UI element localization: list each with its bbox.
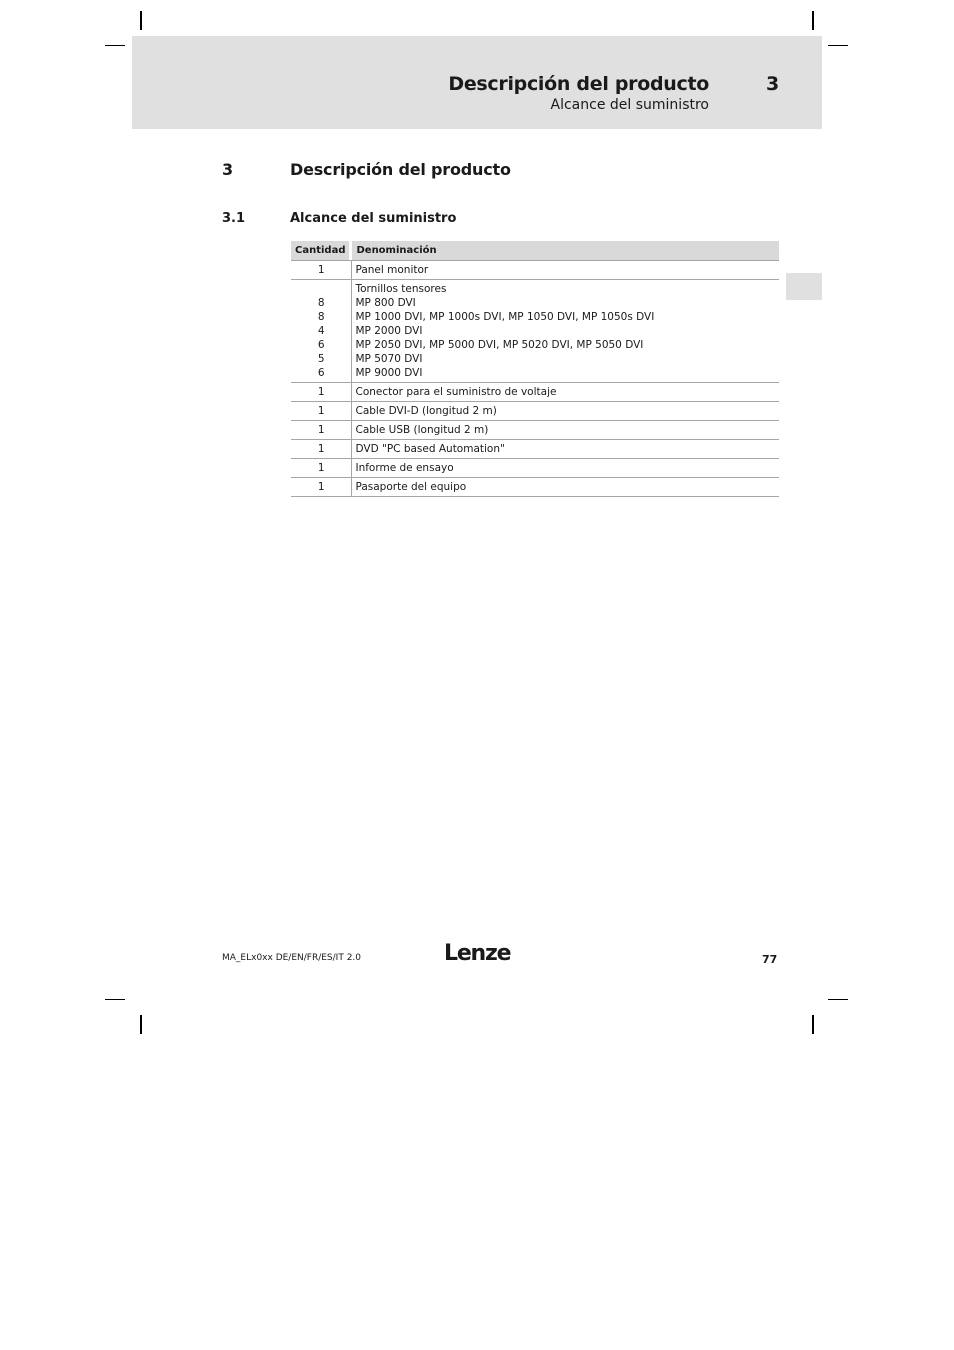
quantity-cell: 1 bbox=[291, 421, 352, 440]
quantity-cell: 1 bbox=[291, 402, 352, 421]
quantity-cell: 1 bbox=[291, 459, 352, 478]
quantity-line: 6 bbox=[317, 367, 325, 379]
table-row bbox=[291, 260, 779, 280]
column-header-quantity: Cantidad bbox=[291, 241, 352, 260]
footer-page-number: 77 bbox=[762, 953, 778, 966]
quantity-line bbox=[294, 282, 348, 296]
designation-line: MP 1000 DVI, MP 1000s DVI, MP 1050 DVI, MP 1050s DVI bbox=[355, 311, 655, 323]
designation-line: MP 2050 DVI, MP 5000 DVI, MP 5020 DVI, MP 5050 DVI bbox=[355, 339, 644, 351]
table-row bbox=[291, 459, 779, 478]
crop-mark bbox=[812, 1015, 814, 1034]
quantity-line: 5 bbox=[317, 353, 325, 365]
designation-line: MP 800 DVI bbox=[355, 297, 416, 309]
crop-mark bbox=[812, 11, 814, 30]
quantity-cell: 1 bbox=[291, 440, 352, 459]
designation-line: Tornillos tensores bbox=[355, 283, 447, 295]
table-row bbox=[291, 383, 779, 402]
crop-mark bbox=[140, 11, 142, 30]
designation-cell bbox=[352, 280, 779, 383]
table-row bbox=[291, 421, 779, 440]
table-header-row bbox=[291, 241, 779, 260]
table-row bbox=[291, 402, 779, 421]
designation-cell: Pasaporte del equipo bbox=[352, 478, 779, 497]
crop-mark bbox=[105, 999, 125, 1000]
table-row bbox=[291, 280, 779, 383]
quantity-line: 8 bbox=[317, 311, 325, 323]
designation-cell: Cable USB (longitud 2 m) bbox=[352, 421, 779, 440]
quantity-cell: 1 bbox=[291, 478, 352, 497]
crop-mark bbox=[828, 999, 848, 1000]
page-header-chapter-number: 3 bbox=[766, 73, 780, 95]
quantity-cell: 1 bbox=[291, 383, 352, 402]
section-title: Descripción del producto bbox=[290, 160, 511, 179]
page-header-title: Descripción del producto bbox=[448, 73, 709, 95]
quantity-cell: 1 bbox=[291, 260, 352, 280]
chapter-side-tab bbox=[786, 273, 822, 300]
designation-cell: DVD "PC based Automation" bbox=[352, 440, 779, 459]
subsection-title: Alcance del suministro bbox=[290, 211, 457, 226]
designation-cell: Informe de ensayo bbox=[352, 459, 779, 478]
designation-line: MP 9000 DVI bbox=[355, 367, 423, 379]
designation-cell: Conector para el suministro de voltaje bbox=[352, 383, 779, 402]
page-header-subtitle: Alcance del suministro bbox=[550, 97, 709, 113]
lenze-logo: Lenze bbox=[444, 941, 511, 966]
quantity-line: 6 bbox=[317, 339, 325, 351]
crop-mark bbox=[828, 45, 848, 46]
crop-mark bbox=[140, 1015, 142, 1034]
footer-document-id: MA_ELx0xx DE/EN/FR/ES/IT 2.0 bbox=[222, 953, 362, 963]
designation-line: MP 5070 DVI bbox=[355, 353, 423, 365]
section-number: 3 bbox=[222, 160, 234, 179]
designation-line: MP 2000 DVI bbox=[355, 325, 423, 337]
subsection-number: 3.1 bbox=[222, 211, 246, 226]
quantity-line: 8 bbox=[317, 297, 325, 309]
crop-mark bbox=[105, 45, 125, 46]
quantity-line: 4 bbox=[317, 325, 325, 337]
quantity-cell bbox=[291, 280, 352, 383]
column-header-designation: Denominación bbox=[352, 241, 779, 260]
designation-cell: Panel monitor bbox=[352, 260, 779, 280]
table-row bbox=[291, 478, 779, 497]
designation-cell: Cable DVI-D (longitud 2 m) bbox=[352, 402, 779, 421]
table-row bbox=[291, 440, 779, 459]
delivery-scope-table bbox=[291, 241, 779, 497]
